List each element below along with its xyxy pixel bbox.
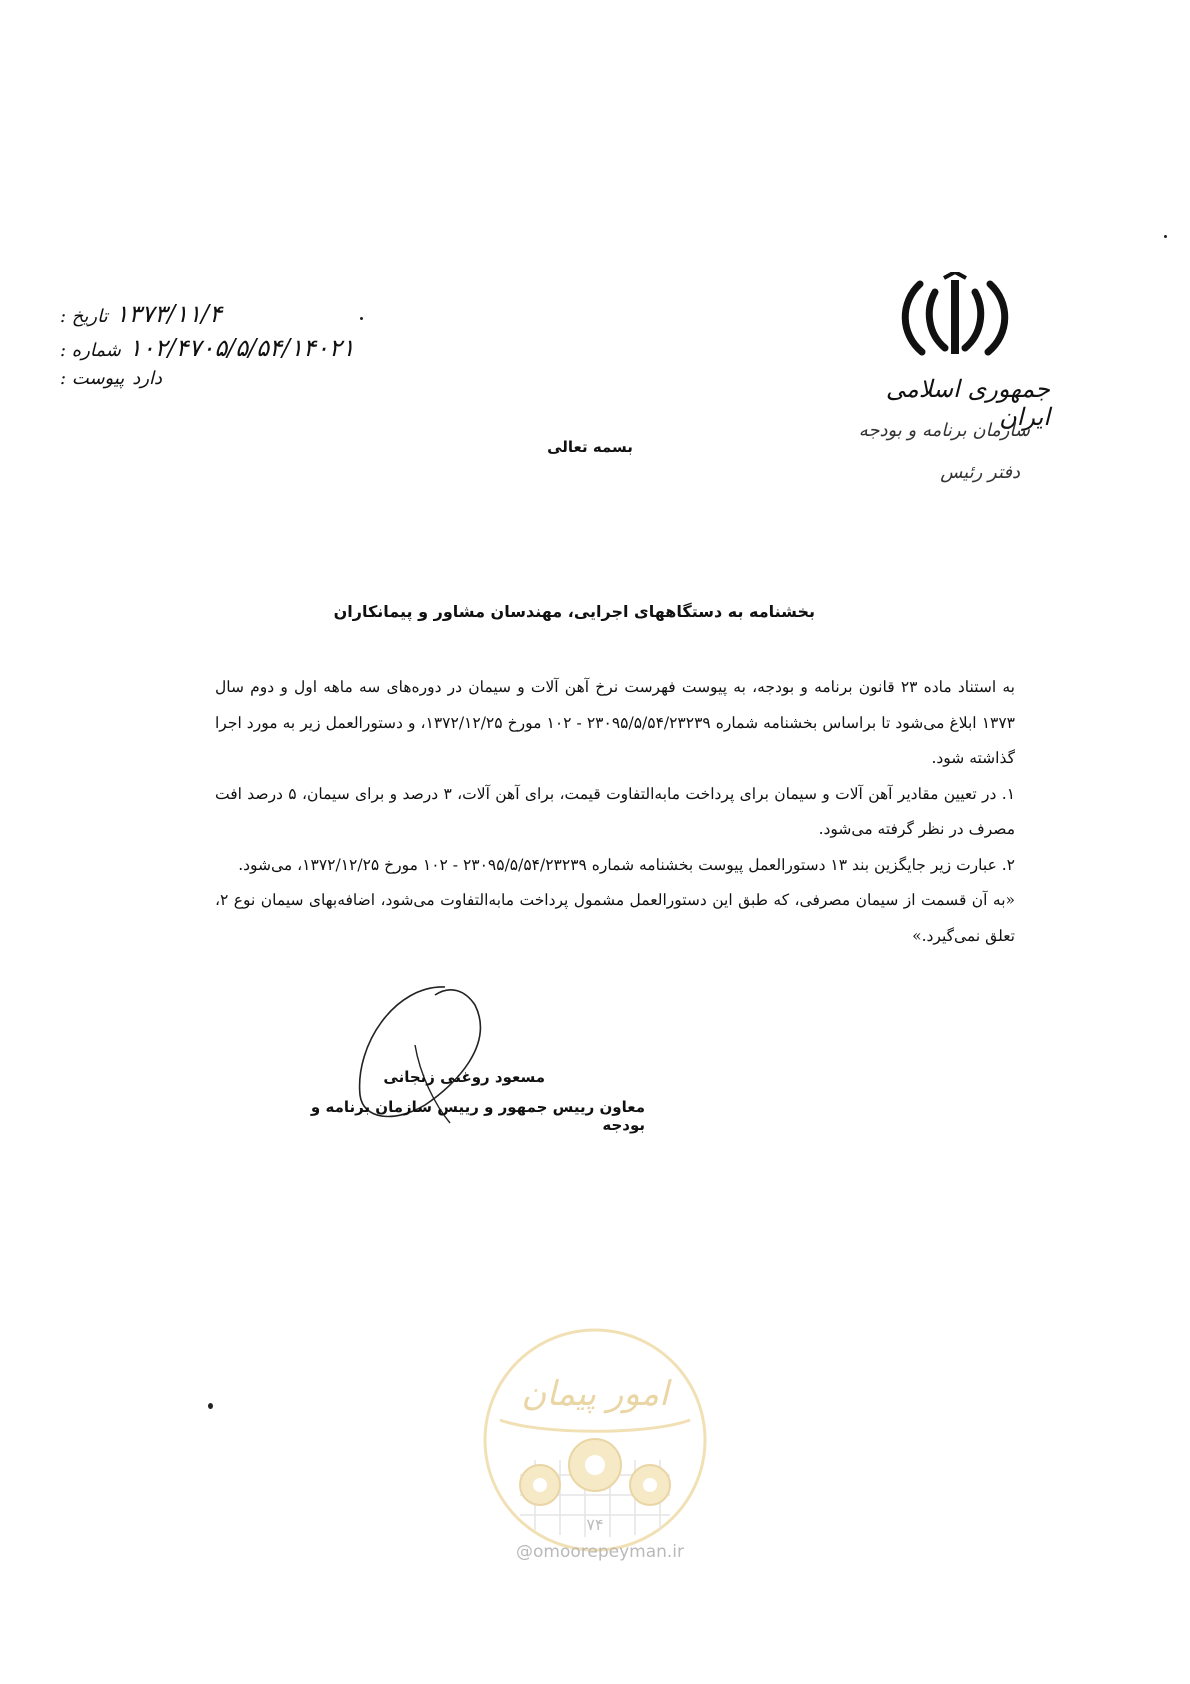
org-title: جمهوری اسلامی ایران	[885, 375, 1050, 431]
org-subtitle: سازمان برنامه و بودجه	[858, 420, 1030, 441]
circular-title: بخشنامه به دستگاههای اجرایی، مهندسان مشاور و پیمانکاران	[333, 602, 815, 621]
signer-name: مسعود روغنی زنجانی	[383, 1068, 545, 1086]
watermark-logo-icon	[480, 1325, 710, 1555]
watermark-page-number: ۷۴	[586, 1515, 604, 1534]
org-office: دفتر رئیس	[940, 462, 1020, 483]
number-line	[60, 334, 380, 362]
emblem-icon	[890, 272, 1020, 362]
letter-body	[215, 670, 1015, 954]
paragraph-item-2: ۲. عبارت زیر جایگزین بند ۱۳ دستورالعمل پیوست بخشنامه شماره ۲۳۰۹۵/۵/۵۴/۲۳۲۳۹ - ۱۰۲ مورخ ۱۳۷۲/۱۲/۲۵، می‌شود.	[238, 855, 1015, 874]
attachment-label: پیوست :	[60, 368, 125, 389]
scan-dot	[1164, 235, 1167, 238]
paragraph-intro: به استناد ماده ۲۳ قانون برنامه و بودجه، به پیوست فهرست نرخ آهن آلات و سیمان در دوره‌های سه ماهه اول و دوم سال ۱۳۷۳ ابلاغ می‌شود تا براساس بخشنامه شماره ۲۳۰۹۵/۵/۵۴/۲۳۲۳۹ - ۱۰۲ مورخ ۱۳۷۲/۱۲/۲۵، و دستورالعمل زیر به مورد اجرا گذاشته شود.	[215, 678, 1015, 767]
basmala: بسمه تعالی	[547, 438, 633, 456]
date-value: ۱۳۷۳/۱۱/۴	[115, 300, 223, 328]
attachment-line	[60, 368, 380, 389]
watermark-site-text: omoorepeyman.ir	[532, 1542, 685, 1562]
scan-dot	[360, 317, 363, 320]
signer-title: معاون رییس جمهور و رییس سازمان برنامه و بودجه	[310, 1098, 645, 1134]
date-label: تاریخ :	[60, 306, 108, 327]
watermark-logo-text: امور پیمان	[521, 1374, 669, 1414]
letter-meta	[60, 300, 380, 389]
paragraph-item-1: ۱. در تعیین مقادیر آهن آلات و سیمان برای پرداخت مابه‌التفاوت قیمت، برای آهن آلات، ۳ درصد و برای سیمان، ۵ درصد افت مصرف در نظر گرفته می‌شود.	[215, 784, 1016, 838]
number-value: ۱۰۲/۴۷۰۵/۵/۵۴/۱۴۰۲۱	[128, 334, 355, 362]
date-line	[60, 300, 380, 328]
number-label: شماره :	[60, 340, 121, 361]
attachment-value: دارد	[132, 368, 163, 389]
scan-dot	[208, 1403, 213, 1409]
paragraph-quote: «به آن قسمت از سیمان مصرفی، که طبق این دستورالعمل مشمول پرداخت مابه‌التفاوت می‌شود، اضافه‌بهای سیمان نوع ۲، تعلق نمی‌گیرد.»	[215, 891, 1015, 945]
watermark-site	[490, 1542, 710, 1562]
at-icon: @	[515, 1542, 533, 1562]
